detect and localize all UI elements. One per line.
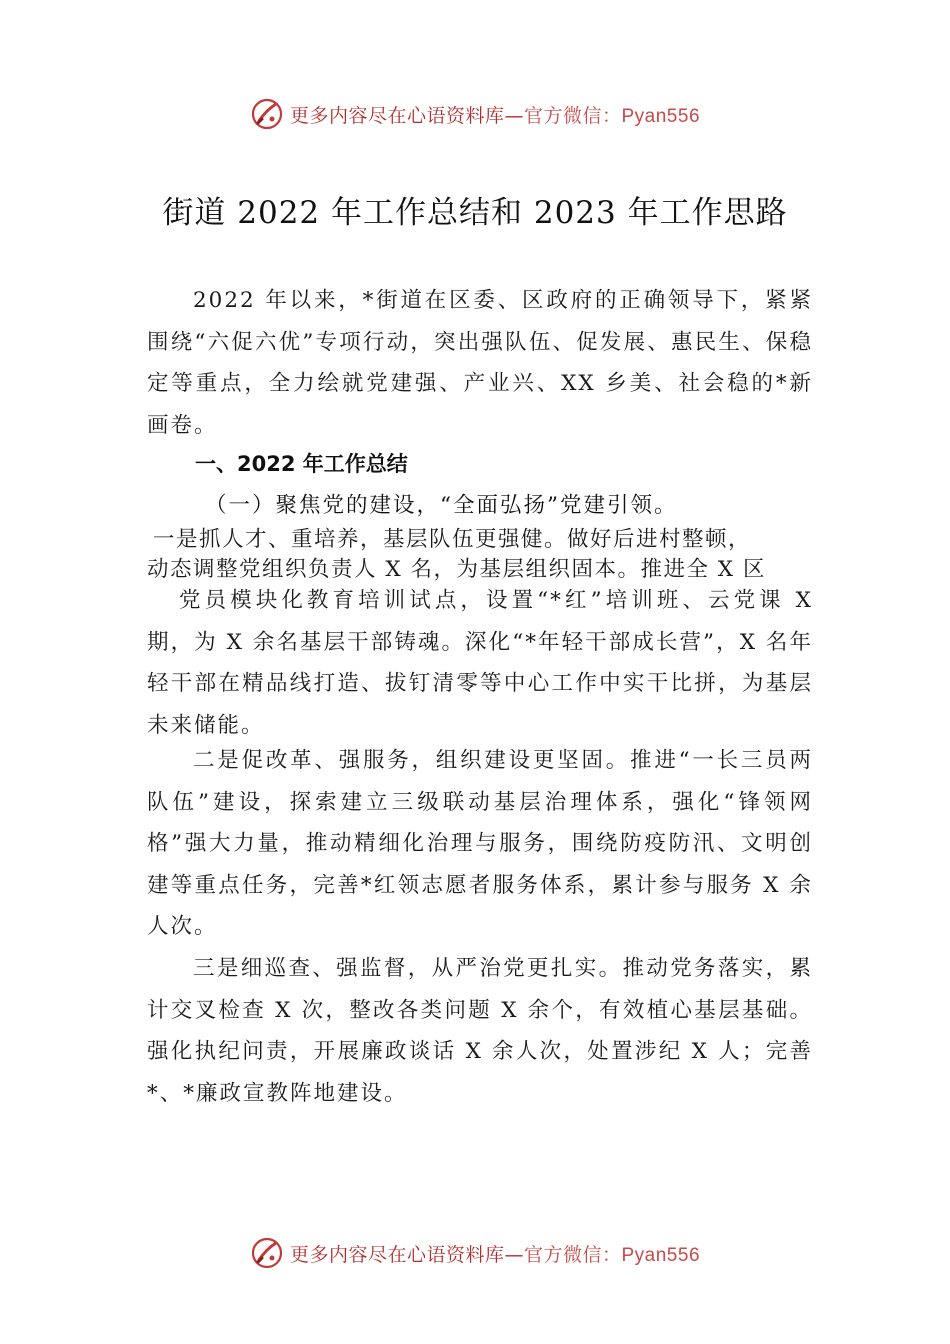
item3-paragraph: 三是细巡查、强监督，从严治党更扎实。推动党务落实，累计交叉检查 X 次，整改各类问题 X 余个，有效植心基层基础。强化执纪问责，开展廉政谈话 X 余人次，处置涉纪 X 人；完善*、*廉政宣教阵地建设。 xyxy=(147,956,813,1106)
subsection-heading: （一）聚焦党的建设，“全面弘扬”党建引领。 xyxy=(205,493,678,518)
intro-paragraph: 2022 年以来，*街道在区委、区政府的正确领导下，紧紧围绕“六促六优”专项行动，突出强队伍、促发展、惠民生、保稳定等重点，全力绘就党建强、产业兴、XX 乡美、社会稳的*新画卷。 xyxy=(147,288,813,438)
banner-wechat-label: 官方微信： xyxy=(523,104,622,127)
banner-wechat-id: Pyan556 xyxy=(621,105,701,127)
banner-dash: — xyxy=(504,1243,524,1266)
brush-logo-icon xyxy=(250,97,284,131)
item1-line1: 一是抓人才、重培养，基层队伍更强健。做好后进村整顿， xyxy=(153,527,752,552)
page-title: 街道 2022 年工作总结和 2023 年工作思路 xyxy=(162,195,788,231)
banner-text xyxy=(290,101,700,128)
banner-text xyxy=(290,1240,700,1267)
banner-wechat-label: 官方微信： xyxy=(523,1243,622,1266)
section-heading: 一、2022 年工作总结 xyxy=(195,452,408,476)
item1-line2: 动态调整党组织负责人 X 名，为基层组织固本。推进全 X 区 xyxy=(147,557,766,582)
brush-logo-icon xyxy=(250,1236,284,1270)
banner-main-text: 更多内容尽在心语资料库 xyxy=(289,1243,505,1266)
banner-dash: — xyxy=(504,104,524,127)
banner-wechat-id: Pyan556 xyxy=(621,1244,701,1266)
watermark-banner-top xyxy=(0,94,950,134)
item1-paragraph: 党员模块化教育培训试点，设置“*红”培训班、云党课 X 期，为 X 余名基层干部铸魂。深化“*年轻干部成长营”，X 名年轻干部在精品线打造、拔钉清零等中心工作中实干比拼，为基层未来储能。 xyxy=(147,588,813,738)
watermark-banner-bottom xyxy=(0,1233,950,1273)
banner-main-text: 更多内容尽在心语资料库 xyxy=(289,104,505,127)
item2-paragraph: 二是促改革、强服务，组织建设更坚固。推进“一长三员两队伍”建设，探索建立三级联动基层治理体系，强化“锋领网格”强大力量，推动精细化治理与服务，围绕防疫防汛、文明创建等重点任务，完善*红领志愿者服务体系，累计参与服务 X 余人次。 xyxy=(147,748,813,939)
